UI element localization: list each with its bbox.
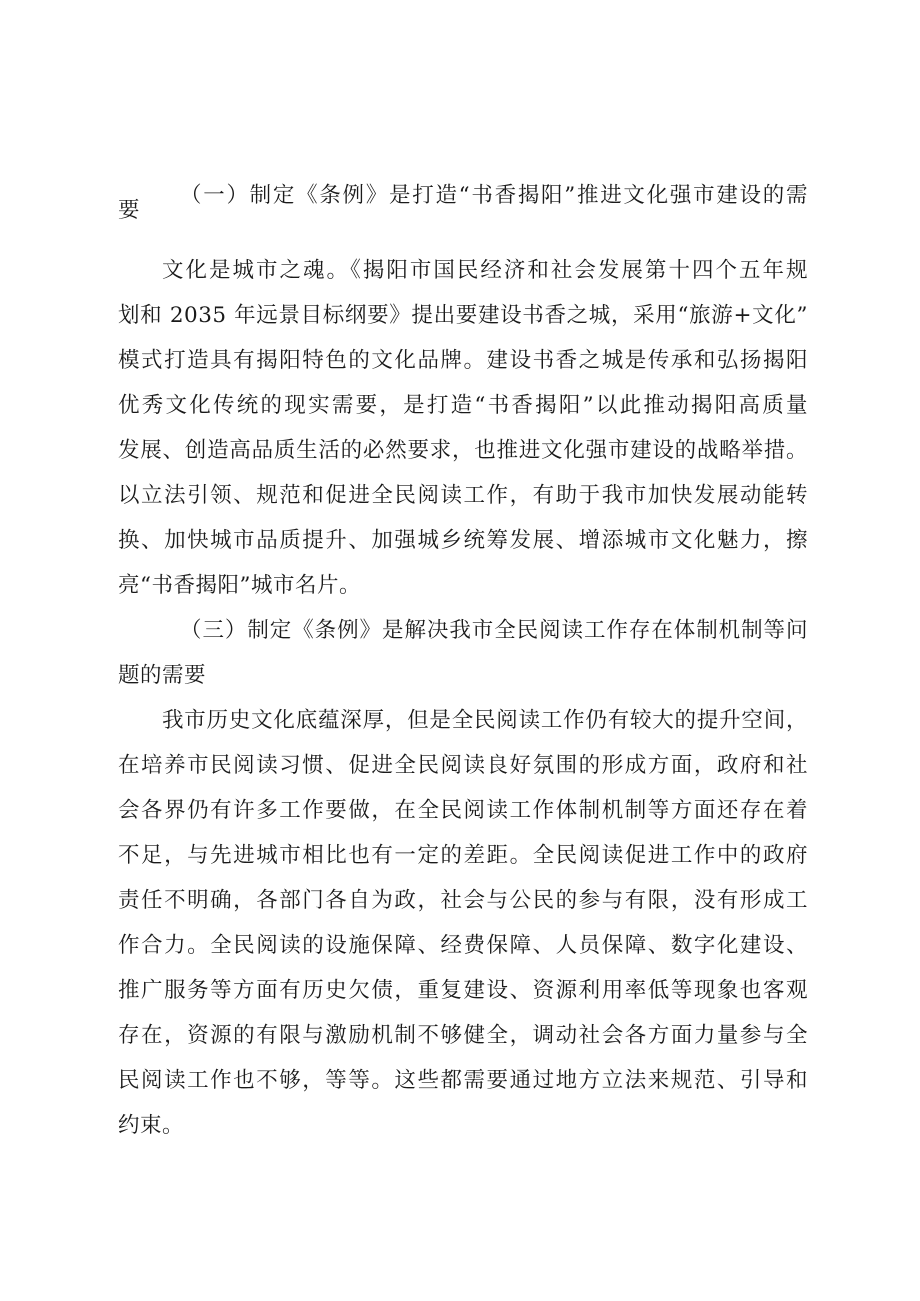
- paragraph-1-line-5: 发展、创造高品质生活的必然要求，也推进文化强市建设的战略举措。: [118, 438, 808, 463]
- paragraph-1-line-2: 划和 2035 年远景目标纲要》提出要建设书香之城，采用“旅游+文化”: [118, 303, 808, 328]
- paragraph-1-line-6: 以立法引领、规范和促进全民阅读工作，有助于我市加快发展动能转: [118, 483, 808, 508]
- paragraph-2-line-3: 会各界仍有许多工作要做，在全民阅读工作体制机制等方面还存在着: [118, 798, 808, 823]
- paragraph-2-line-8: 存在，资源的有限与激励机制不够健全，调动社会各方面力量参与全: [118, 1023, 808, 1048]
- paragraph-1-line-4: 优秀文化传统的现实需要，是打造“书香揭阳”以此推动揭阳高质量: [118, 393, 808, 418]
- paragraph-2-line-7: 推广服务等方面有历史欠债，重复建设、资源利用率低等现象也客观: [118, 978, 808, 1003]
- paragraph-1-line-8: 亮“书香揭阳”城市名片。: [118, 573, 361, 598]
- paragraph-1-line-1: 文化是城市之魂。《揭阳市国民经济和社会发展第十四个五年规: [162, 258, 808, 283]
- section-heading-3-line-1: （三）制定《条例》是解决我市全民阅读工作存在体制机制等问: [180, 618, 808, 643]
- paragraph-2-line-10: 约束。: [118, 1113, 185, 1138]
- paragraph-2-line-5: 责任不明确，各部门各自为政，社会与公民的参与有限，没有形成工: [118, 888, 808, 913]
- paragraph-1-line-3: 模式打造具有揭阳特色的文化品牌。建设书香之城是传承和弘扬揭阳: [118, 348, 808, 373]
- paragraph-2-line-1: 我市历史文化底蕴深厚，但是全民阅读工作仍有较大的提升空间，: [162, 708, 808, 733]
- section-heading-1-line-1: （一）制定《条例》是打造“书香揭阳”推进文化强市建设的需: [180, 183, 808, 208]
- paragraph-2-line-4: 不足，与先进城市相比也有一定的差距。全民阅读促进工作中的政府: [118, 843, 808, 868]
- paragraph-2-line-9: 民阅读工作也不够，等等。这些都需要通过地方立法来规范、引导和: [118, 1068, 808, 1093]
- section-heading-3-line-2: 题的需要: [118, 663, 207, 688]
- paragraph-1-line-7: 换、加快城市品质提升、加强城乡统筹发展、增添城市文化魅力，擦: [118, 528, 808, 553]
- paragraph-2-line-2: 在培养市民阅读习惯、促进全民阅读良好氛围的形成方面，政府和社: [118, 753, 808, 778]
- section-heading-1-line-2: 要: [118, 198, 141, 223]
- paragraph-2-line-6: 作合力。全民阅读的设施保障、经费保障、人员保障、数字化建设、: [118, 933, 808, 958]
